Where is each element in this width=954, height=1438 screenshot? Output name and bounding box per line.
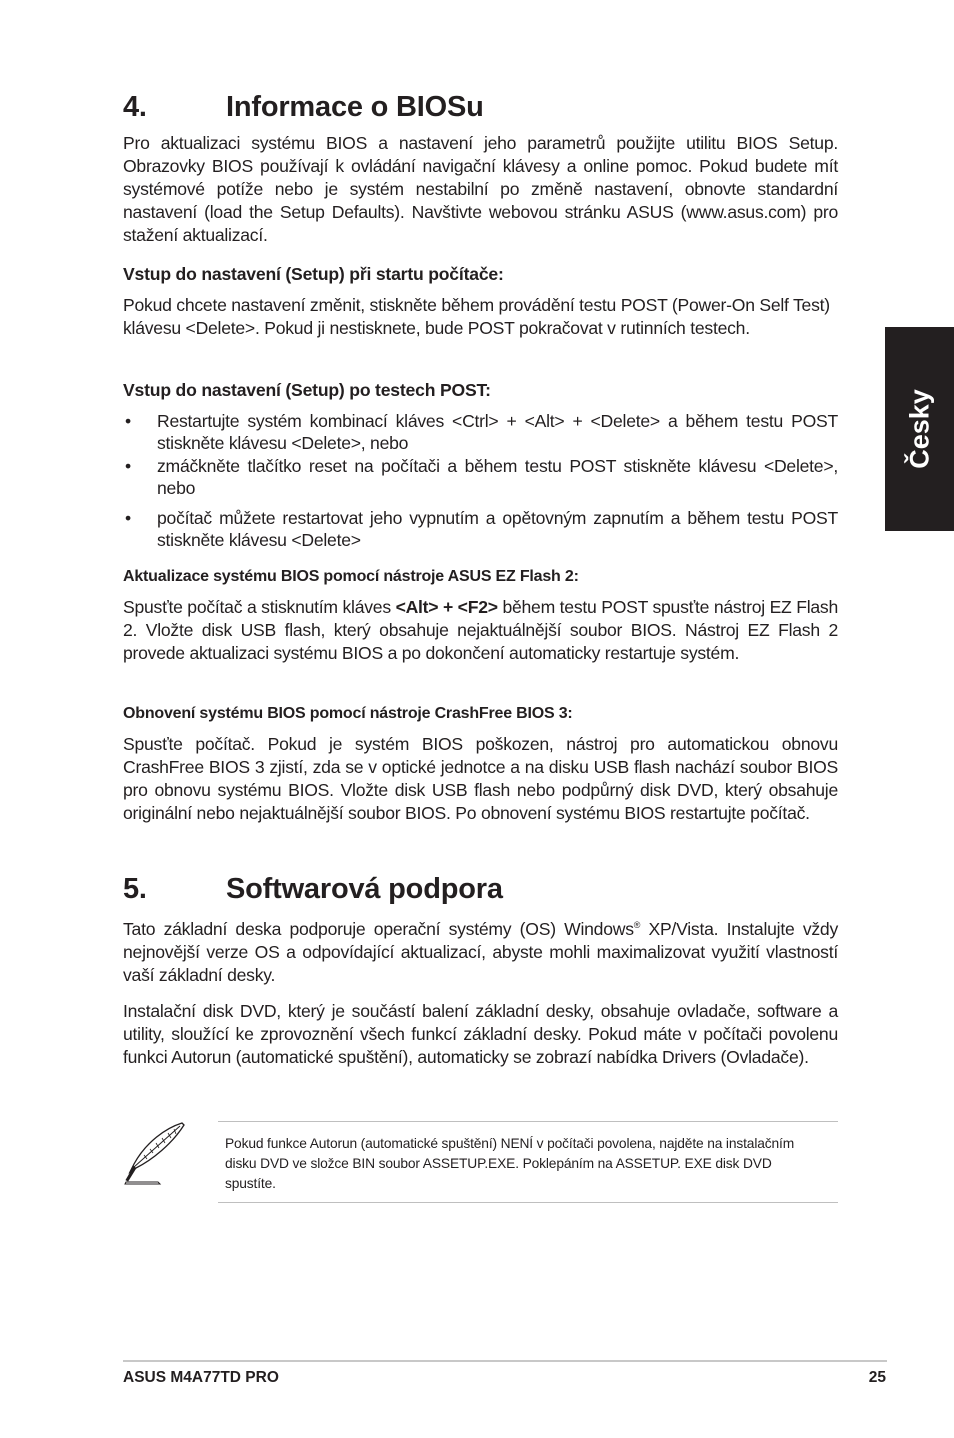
setup-after-post-heading: Vstup do nastavení (Setup) po testech POST: — [123, 380, 491, 400]
crashfree-text: Spusťte počítač. Pokud je systém BIOS poškozen, nástroj pro automatickou obnovu CrashFree BIOS 3 zjistí, zda se v optické jednotce a na disku USB flash nachází soubor BIOS pro obnovu systému BIOS. Vložte disk USB flash nebo podpůrný disk DVD, který obsahuje originální nebo nejaktuálnější soubor BIOS. Po obnovení systému BIOS restartujte počítač. — [123, 734, 838, 823]
autorun-note — [218, 1121, 838, 1203]
list-item — [123, 410, 838, 454]
footer-divider — [123, 1360, 887, 1362]
autorun-note-text: Pokud funkce Autorun (automatické spuštění) NENÍ v počítači povolena, najděte na instalačním disku DVD ve složce BIN soubor ASSETUP.EXE. Poklepáním na ASSETUP. EXE disk DVD spustíte. — [225, 1136, 795, 1191]
section-4-heading — [123, 91, 484, 124]
windows-text-start: Tato základní deska podporuje operační systémy (OS) Windows — [123, 919, 634, 939]
registered-mark: ® — [633, 920, 641, 931]
bios-intro-paragraph: Pro aktualizaci systému BIOS a nastavení jeho parametrů použijte utilitu BIOS Setup. Obrazovky BIOS používají k ovládání navigační klávesy a online pomoc. Pokud budete mít systémové potíže nebo je systém nestabilní po změně nastavení, obnovte standardní nastavení (load the Setup Defaults). Navštivte webovou stránku ASUS (www.asus.com) pro stažení aktualizací. — [123, 133, 838, 245]
section-5-number: 5. — [123, 873, 147, 905]
section-4-number: 4. — [123, 91, 147, 123]
list-item — [123, 507, 838, 551]
crashfree-heading: Obnovení systému BIOS pomocí nástroje CrashFree BIOS 3: — [123, 705, 573, 722]
software-support-paragraph-1 — [123, 918, 838, 987]
list-item-text: zmáčkněte tlačítko reset na počítači a během testu POST stiskněte klávesu <Delete>, nebo — [157, 456, 838, 498]
language-tab — [885, 327, 954, 531]
ez-flash-text-start: Spusťte počítač a stisknutím kláves — [123, 597, 396, 617]
section-5-heading — [123, 873, 503, 906]
list-item — [123, 455, 838, 499]
list-item-text: počítač můžete restartovat jeho vypnutím a opětovným zapnutím a během testu POST stiskněte klávesu <Delete> — [157, 508, 838, 550]
footer-model-name: ASUS M4A77TD PRO — [123, 1369, 279, 1386]
ez-flash-hotkeys: <Alt> + <F2> — [395, 597, 498, 617]
setup-at-startup-text: Pokud chcete nastavení změnit, stiskněte během provádění testu POST (Power-On Self Test) klávesu <Delete>. Pokud ji nestisknete, bude POST pokračovat v rutinních testech. — [123, 295, 830, 338]
bullet-marker: • — [125, 456, 131, 476]
setup-at-startup-heading: Vstup do nastavení (Setup) při startu počítače: — [123, 264, 504, 284]
bullet-marker: • — [125, 411, 131, 431]
ez-flash-heading: Aktualizace systému BIOS pomocí nástroje ASUS EZ Flash 2: — [123, 568, 579, 585]
setup-after-post-list — [123, 410, 838, 551]
ez-flash-text-end: během testu POST spusťte nástroj EZ Flash 2. Vložte disk USB flash, který obsahuje nejaktuálnější soubor BIOS. Nástroj EZ Flash 2 provede aktualizaci systému BIOS a po dokončení automaticky restartuje systém. — [123, 597, 838, 663]
section-5-title: Softwarová podpora — [226, 873, 503, 905]
software-support-paragraph-2: Instalační disk DVD, který je součástí balení základní desky, obsahuje ovladače, software a utility, sloužící ke zprovoznění všech funkcí základní desky. Pokud máte v počítači povolenu funkci Autorun (automatické spuštění), automaticky se zobrazí nabídka Drivers (Ovladače). — [123, 1001, 838, 1067]
windows-text-end: XP/Vista. Instalujte vždy nejnovější verze OS a odpovídající aktualizací, abyste mohli maximalizovat využití vlastností vaší základní desky. — [123, 919, 838, 985]
page-number: 25 — [868, 1369, 886, 1386]
language-tab-label: Česky — [904, 389, 934, 469]
bullet-marker: • — [125, 508, 131, 528]
quill-pen-icon — [122, 1120, 188, 1188]
section-4-title: Informace o BIOSu — [226, 91, 484, 123]
list-item-text: Restartujte systém kombinací kláves <Ctrl> + <Alt> + <Delete> a během testu POST stiskněte klávesu <Delete>, nebo — [157, 411, 838, 453]
ez-flash-text — [123, 596, 838, 665]
